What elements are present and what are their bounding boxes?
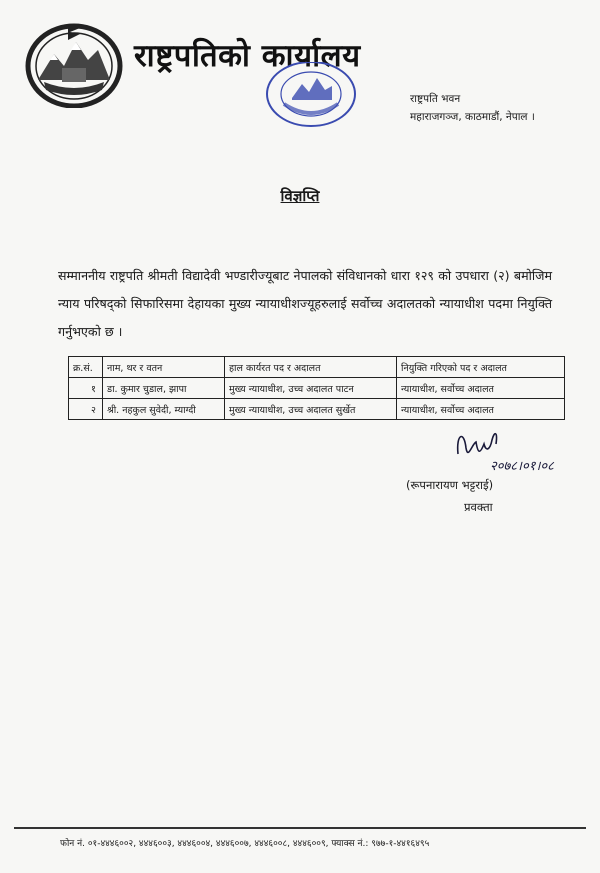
cell-appointed-post: न्यायाधीश, सर्वोच्च अदालत (397, 399, 565, 420)
signature-date: २०७८।०१।०८ (490, 459, 554, 474)
table-header-row (69, 357, 565, 378)
address-line-1: राष्ट्रपति भवन (410, 93, 461, 105)
signer-title: प्रवक्ता (464, 500, 493, 514)
handwritten-signature (450, 424, 560, 478)
national-emblem-icon (24, 20, 124, 108)
cell-serial: २ (69, 399, 103, 420)
header-serial: क्र.सं. (69, 357, 103, 378)
cell-name: श्री. नहकुल सुवेदी, म्याग्दी (103, 399, 225, 420)
office-title: राष्ट्रपतिको कार्यालय (134, 38, 361, 74)
cell-appointed-post: न्यायाधीश, सर्वोच्च अदालत (397, 378, 565, 399)
header-appointed-post: नियुक्ति गरिएको पद र अदालत (397, 357, 565, 378)
cell-serial: १ (69, 378, 103, 399)
notice-title-text: विज्ञप्ति (280, 187, 320, 205)
office-stamp-seal (262, 62, 360, 130)
cell-current-post: मुख्य न्यायाधीश, उच्च अदालत पाटन (225, 378, 397, 399)
signer-name: (रूपनारायण भट्टराई) (406, 478, 494, 492)
table-row (69, 399, 565, 420)
appointment-table (68, 356, 565, 420)
address-line-2: महाराजगञ्ज, काठमाडौं, नेपाल । (410, 111, 535, 123)
notice-title (0, 186, 600, 206)
footer-contact: फोन नं. ०१-४४४६००२, ४४४६००३, ४४४६००४, ४४४६००७, ४४४६००८, ४४४६००९, फ्याक्स नं.: ९७७-१-४४१६४९५ (60, 839, 430, 849)
footer-divider (14, 827, 586, 829)
cell-current-post: मुख्य न्यायाधीश, उच्च अदालत सुर्खेत (225, 399, 397, 420)
header-name: नाम, थर र वतन (103, 357, 225, 378)
header-current-post: हाल कार्यरत पद र अदालत (225, 357, 397, 378)
notice-body: सम्माननीय राष्ट्रपति श्रीमती विद्यादेवी भण्डारीज्यूबाट नेपालको संविधानको धारा १२९ को उपधारा (२) बमोजिम न्याय परिषद्को सिफारिसमा देहायका मुख्य न्यायाधीशज्यूहरुलाई सर्वोच्च अदालतको न्यायाधीश पदमा नियुक्ति गर्नुभएको छ । (58, 268, 552, 339)
table-row (69, 378, 565, 399)
cell-name: डा. कुमार चुडाल, झापा (103, 378, 225, 399)
